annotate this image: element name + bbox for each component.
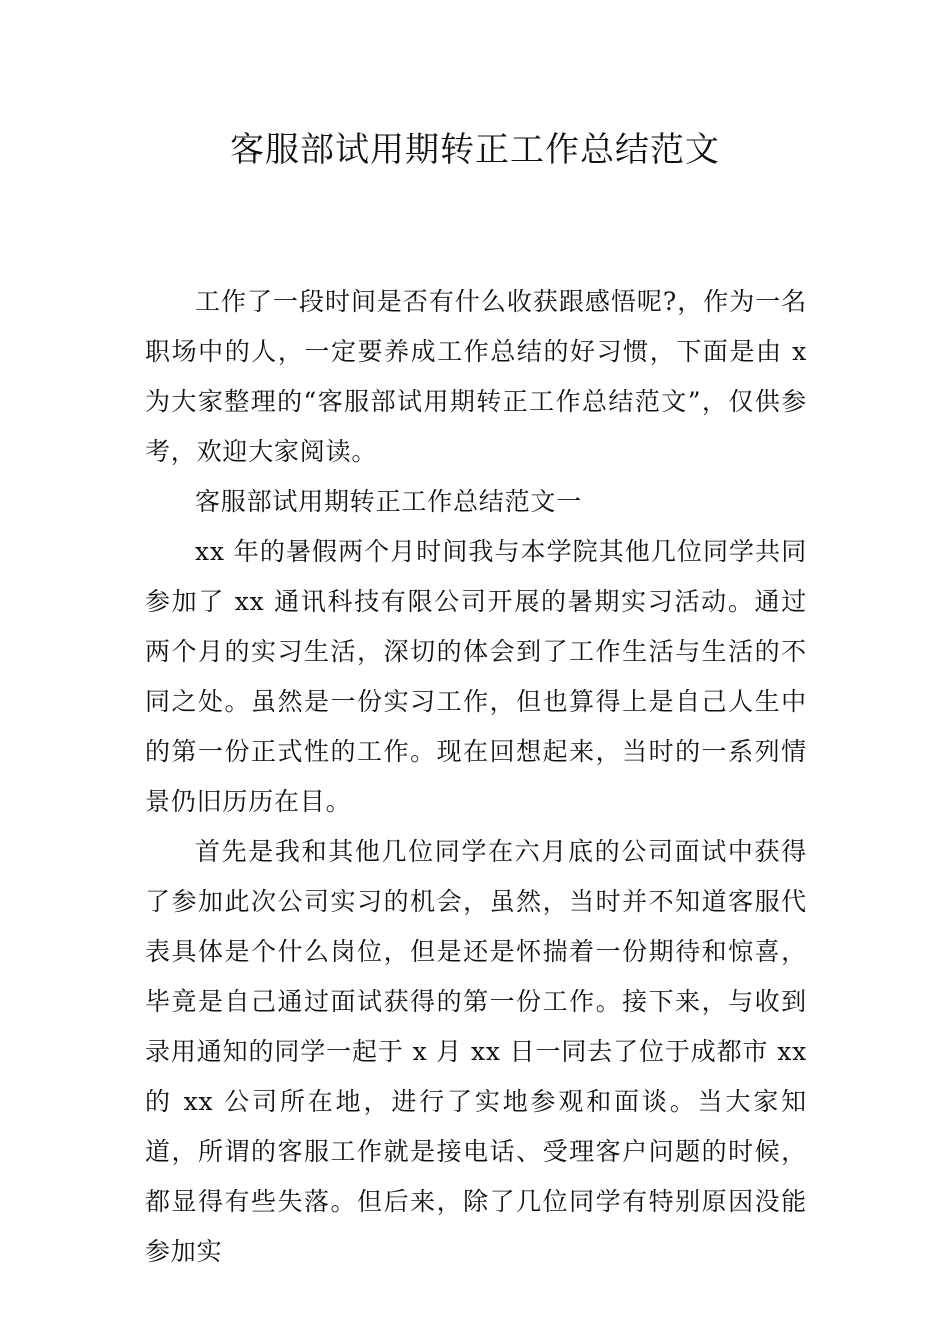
- section-heading: 客服部试用期转正工作总结范文一: [195, 487, 583, 516]
- intro-paragraph: 工作了一段时间是否有什么收获跟感悟呢?，作为一名职场中的人，一定要养成工作总结的好习惯，下面是由 x 为大家整理的“客服部试用期转正工作总结范文”，仅供参考，欢迎大家阅读。: [145, 287, 807, 466]
- body-paragraph: 首先是我和其他几位同学在六月底的公司面试中获得了参加此次公司实习的机会，虽然，当时并不知道客服代表具体是个什么岗位，但是还是怀揣着一份期待和惊喜，毕竟是自己通过面试获得的第一份工作。接下来，与收到录用通知的同学一起于 x 月 xx 日一同去了位于成都市 xx 的 xx 公司所在地，进行了实地参观和面谈。当大家知道，所谓的客服工作就是接电话、受理客户问题的时候，都显得有些失落。但后来，除了几位同学有特别原因没能参加实: [145, 837, 807, 1266]
- document-body: [145, 277, 807, 1277]
- body-paragraph: xx 年的暑假两个月时间我与本学院其他几位同学共同参加了 xx 通讯科技有限公司开展的暑期实习活动。通过两个月的实习生活，深切的体会到了工作生活与生活的不同之处。虽然是一份实习工作，但也算得上是自己人生中的第一份正式性的工作。现在回想起来，当时的一系列情景仍旧历历在目。: [145, 537, 807, 816]
- document-title: 客服部试用期转正工作总结范文: [230, 130, 720, 170]
